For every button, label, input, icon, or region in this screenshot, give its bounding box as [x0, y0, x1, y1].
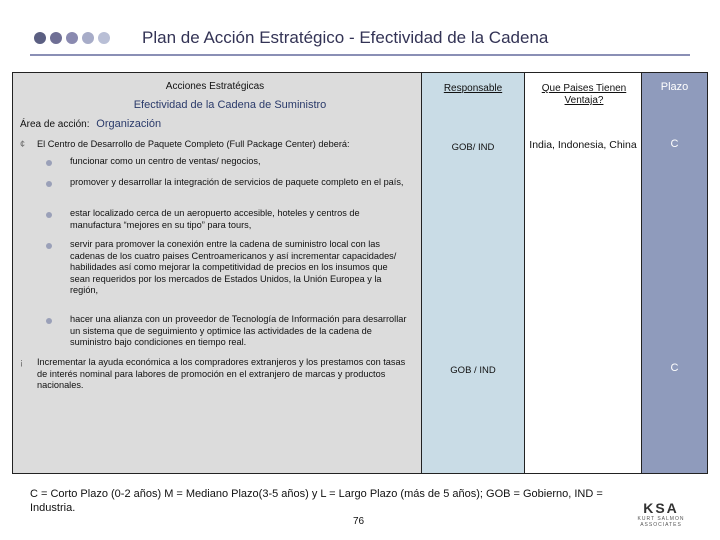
header-responsable: Responsable: [443, 83, 503, 94]
header-acciones: Acciones Estratégicas: [165, 81, 265, 92]
title-dots: [34, 32, 110, 44]
sub-item-text: promover y desarrollar la integración de servicios de paquete completo en el país,: [70, 177, 404, 187]
ksa-logo: [626, 500, 696, 528]
bullet-icon: ¢: [20, 139, 26, 149]
column-plazo: [641, 72, 708, 474]
title-dot-5: [98, 32, 110, 44]
plazo-value: C: [670, 138, 679, 150]
bullet-icon: ¡: [20, 357, 23, 367]
item-text: El Centro de Desarrollo de Paquete Completo (Full Package Center) deberá:: [37, 139, 350, 149]
column-paises: [524, 72, 642, 474]
logo-subtext: KURT SALMON ASSOCIATES: [637, 516, 685, 528]
header-subtitle: Efectividad de la Cadena de Suministro: [133, 99, 327, 111]
header-plazo: Plazo: [660, 81, 689, 93]
plazo-value: C: [670, 362, 679, 374]
sub-bullet-icon: [46, 181, 52, 187]
area-row: [20, 118, 161, 130]
header-paises: Que Paises Tienen Ventaja?: [541, 83, 627, 106]
paises-value: India, Indonesia, China: [529, 139, 637, 151]
responsable-value: GOB/ IND: [451, 142, 495, 153]
title-dot-2: [50, 32, 62, 44]
item-text: Incrementar la ayuda económica a los compradores extranjeros y los prestamos con tasas de interés nominal para labores de promoción en el extranjero de marcas y productos nacionales.: [37, 357, 406, 391]
title-dot-4: [82, 32, 94, 44]
footnote: C = Corto Plazo (0-2 años) M = Mediano Plazo(3-5 años) y L = Largo Plazo (más de 5 años); GOB = Gobierno, IND = Industria.: [30, 488, 603, 514]
area-label: Área de acción:: [20, 119, 90, 130]
sub-item-text: funcionar como un centro de ventas/ negocios,: [70, 156, 261, 166]
title-divider: [30, 54, 690, 56]
logo-text: KSA: [643, 500, 679, 516]
sub-bullet-icon: [46, 160, 52, 166]
sub-item-text: estar localizado cerca de un aeropuerto accesible, hoteles y centros de manufactura “mejores en su tipo” para tours,: [70, 208, 360, 230]
column-responsable: [421, 72, 525, 474]
sub-bullet-icon: [46, 318, 52, 324]
page-title: Plan de Acción Estratégico - Efectividad de la Cadena: [142, 28, 549, 47]
sub-item-text: servir para promover la conexión entre la cadena de suministro local con las cadenas de los cuatro paises Centroamericanos y así incrementar capacidades/ habilidades así como mejorar la competitividad de precios en los insumos que sean requeridos por los mercados de Estados Unidos, la Unión Europea y la región,: [70, 239, 397, 296]
area-value: Organización: [96, 118, 162, 130]
sub-item-text: hacer una alianza con un proveedor de Tecnología de Información para desarrollar un sistema que de seguimiento y optimice las actividades de la cadena de suministro bajo condiciones en tiempo real.: [70, 314, 407, 348]
title-dot-1: [34, 32, 46, 44]
page-number: 76: [353, 516, 365, 527]
title-dot-3: [66, 32, 78, 44]
sub-bullet-icon: [46, 243, 52, 249]
responsable-value: GOB / IND: [450, 365, 496, 376]
sub-bullet-icon: [46, 212, 52, 218]
